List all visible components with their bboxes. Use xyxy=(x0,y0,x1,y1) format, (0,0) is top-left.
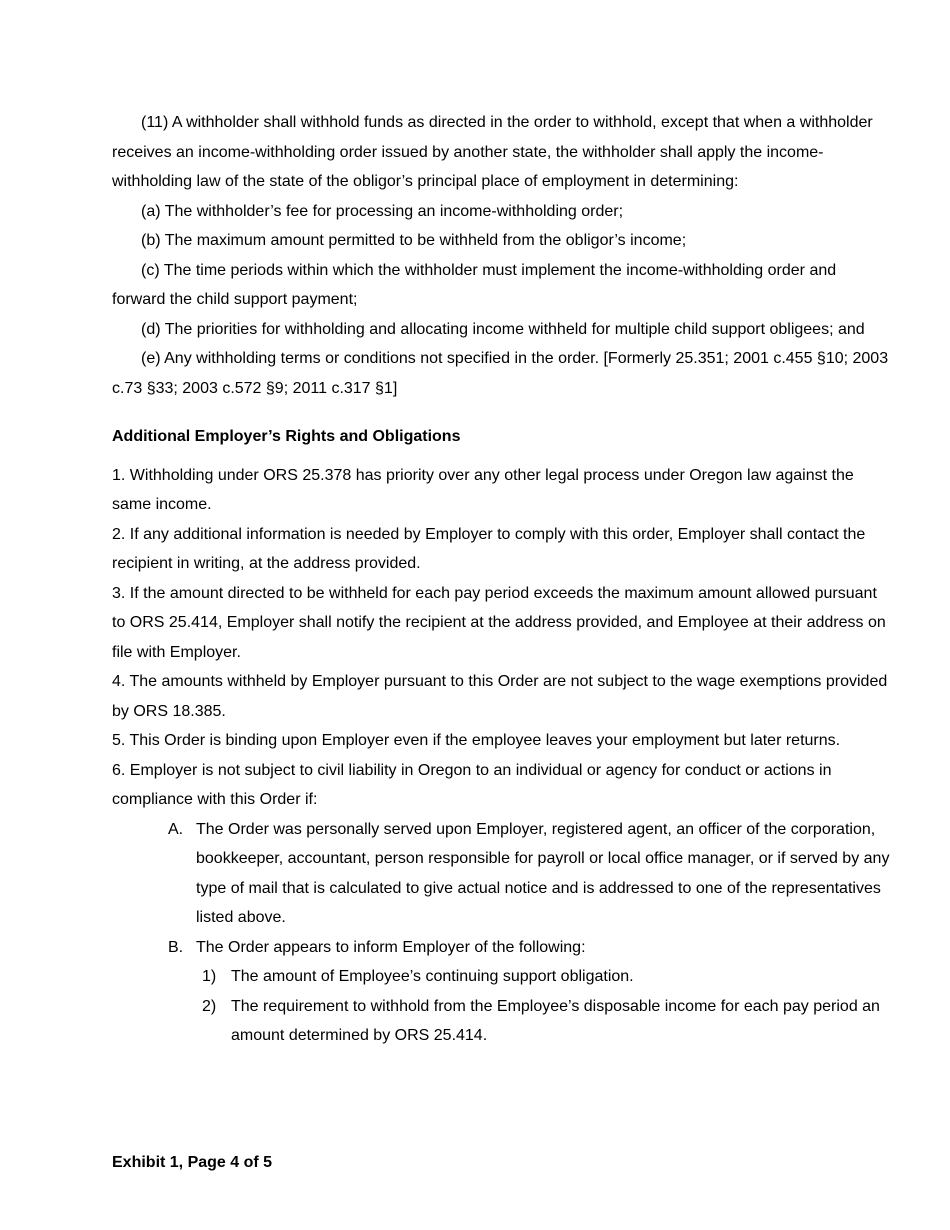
obligations-list xyxy=(112,461,892,815)
order-details-list xyxy=(202,962,892,1051)
obligation-item-4: 4. The amounts withheld by Employer pursuant to this Order are not subject to the wage exemptions provided by ORS 18.385. xyxy=(112,673,888,720)
obligation-item-6: 6. Employer is not subject to civil liability in Oregon to an individual or agency for conduct or actions in compliance with this Order if: xyxy=(112,761,832,808)
order-detail-marker-2: 2) xyxy=(202,997,217,1015)
statute-item-e: (e) Any withholding terms or conditions not specified in the order. [Formerly 25.351; 2001 c.455 §10; 2003 c.73 §33; 2003 c.572 §9; 2011 c.317 §1] xyxy=(112,350,889,397)
conditions-list xyxy=(168,815,892,1051)
obligation-item-5: 5. This Order is binding upon Employer even if the employee leaves your employment but later returns. xyxy=(112,732,841,749)
order-detail-marker-1: 1) xyxy=(202,968,217,985)
order-detail-item-1 xyxy=(202,962,892,992)
statute-item-d: (d) The priorities for withholding and allocating income withheld for multiple child support obligees; and xyxy=(141,320,865,338)
condition-marker-a: A. xyxy=(168,820,184,838)
document-page xyxy=(112,108,892,1051)
condition-marker-b: B. xyxy=(168,938,184,956)
page-footer: Exhibit 1, Page 4 of 5 xyxy=(112,1154,273,1171)
condition-item-a xyxy=(168,815,892,933)
statute-intro: (11) A withholder shall withhold funds as directed in the order to withhold, except that when a withholder receives an income-withholding order issued by another state, the withholder shall apply the income-withholding law of the state of the obligor’s principal place of employment in determining: xyxy=(112,114,873,190)
statute-item-b: (b) The maximum amount permitted to be withheld from the obligor’s income; xyxy=(141,232,687,249)
condition-text-a: The Order was personally served upon Employer, registered agent, an officer of the corporation, bookkeeper, accountant, person responsible for payroll or local office manager, or if served by any type of mail that is calculated to give actual notice and is addressed to one of the representatives listed above. xyxy=(196,820,890,926)
obligation-item-2: 2. If any additional information is needed by Employer to comply with this order, Employer shall contact the recipient in writing, at the address provided. xyxy=(112,525,866,572)
statute-item-a: (a) The withholder’s fee for processing an income-withholding order; xyxy=(141,202,624,220)
statute-item-c: (c) The time periods within which the withholder must implement the income-withholding order and forward the child support payment; xyxy=(112,261,837,308)
statute-block xyxy=(112,108,892,403)
obligation-item-3: 3. If the amount directed to be withheld for each pay period exceeds the maximum amount allowed pursuant to ORS 25.414, Employer shall notify the recipient at the address provided, and Employee at their address on file with Employer. xyxy=(112,584,886,661)
order-detail-item-2 xyxy=(202,992,892,1051)
section-heading: Additional Employer’s Rights and Obligations xyxy=(112,428,461,445)
condition-text-b: The Order appears to inform Employer of the following: xyxy=(196,938,586,956)
order-detail-text-1: The amount of Employee’s continuing support obligation. xyxy=(231,968,634,985)
order-detail-text-2: The requirement to withhold from the Employee’s disposable income for each pay period an amount determined by ORS 25.414. xyxy=(231,997,880,1044)
condition-item-b xyxy=(168,933,892,963)
obligation-item-1: 1. Withholding under ORS 25.378 has priority over any other legal process under Oregon law against the same income. xyxy=(112,466,854,513)
